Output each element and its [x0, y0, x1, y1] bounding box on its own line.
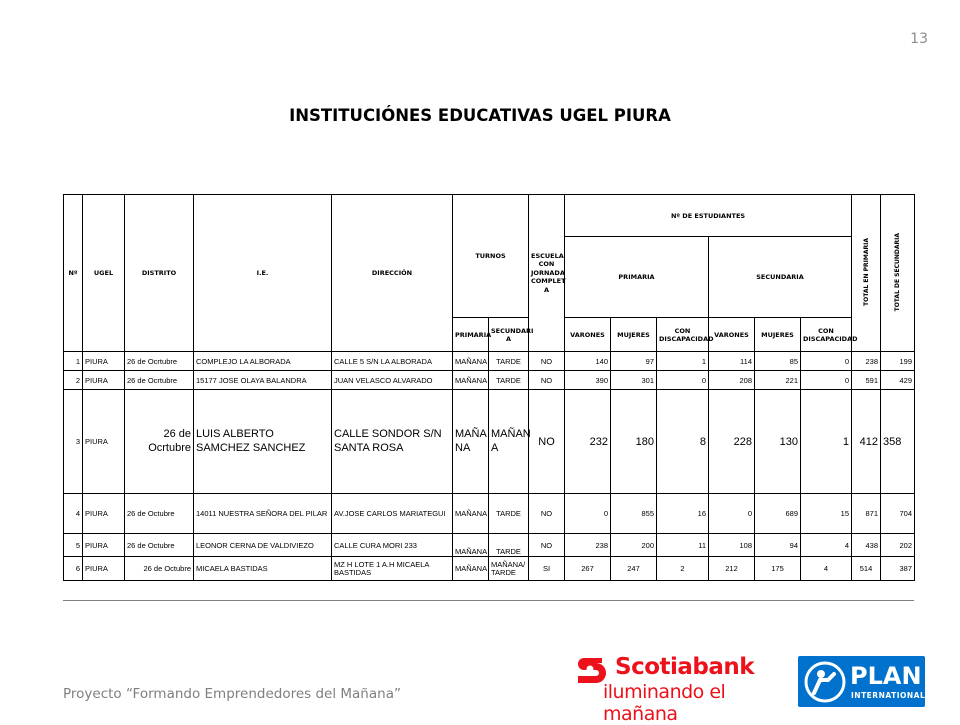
- cell-total-secundaria: 199: [881, 352, 915, 371]
- cell-escuela: SI: [529, 557, 565, 581]
- cell-ie: 14011 NUESTRA SEÑORA DEL PILAR: [194, 494, 332, 534]
- cell-turno-secundaria: TARDE: [489, 371, 529, 390]
- plan-international-logo: [798, 656, 925, 707]
- cell-n: 5: [64, 534, 83, 557]
- header-secundaria-group: SECUNDARIA: [709, 237, 852, 318]
- cell-distrito: 26 de Ocrtubre: [125, 352, 194, 371]
- cell-total-secundaria: 704: [881, 494, 915, 534]
- cell-distrito: 26 de Ocrtubre: [125, 371, 194, 390]
- cell-varones-primaria: 238: [565, 534, 611, 557]
- header-varones-primaria: VARONES: [565, 318, 611, 352]
- cell-varones-primaria: 390: [565, 371, 611, 390]
- cell-ugel: PIURA: [83, 371, 125, 390]
- cell-mujeres-primaria: 180: [611, 390, 657, 494]
- cell-ie: LEONOR CERNA DE VALDIVIEZO: [194, 534, 332, 557]
- cell-discapacidad-primaria: 2: [657, 557, 709, 581]
- cell-escuela: NO: [529, 494, 565, 534]
- table-row: [64, 352, 915, 371]
- cell-discapacidad-secundaria: 0: [801, 371, 852, 390]
- cell-mujeres-primaria: 855: [611, 494, 657, 534]
- scotiabank-logo: [570, 652, 790, 725]
- cell-ugel: PIURA: [83, 352, 125, 371]
- cell-mujeres-primaria: 97: [611, 352, 657, 371]
- header-n: Nº: [64, 195, 83, 352]
- header-turnos: TURNOS: [453, 195, 529, 318]
- cell-turno-primaria: MAÑANA: [453, 352, 489, 371]
- cell-n: 4: [64, 494, 83, 534]
- header-mujeres-primaria: MUJERES: [611, 318, 657, 352]
- table-row: [64, 557, 915, 581]
- cell-distrito: 26 de Octubre: [125, 534, 194, 557]
- cell-direccion: JUAN VELASCO ALVARADO: [332, 371, 453, 390]
- header-distrito: DISTRITO: [125, 195, 194, 352]
- cell-ugel: PIURA: [83, 534, 125, 557]
- header-direccion: DIRECCIÓN: [332, 195, 453, 352]
- cell-direccion: CALLE CURA MORI 233: [332, 534, 453, 557]
- cell-ugel: PIURA: [83, 494, 125, 534]
- cell-discapacidad-primaria: 11: [657, 534, 709, 557]
- header-varones-secundaria: VARONES: [709, 318, 755, 352]
- page-number: 13: [910, 31, 928, 47]
- cell-ie: LUIS ALBERTO SAMCHEZ SANCHEZ: [194, 390, 332, 494]
- header-total-secundaria: TOTAL DE SECUNDARIA: [881, 195, 915, 352]
- cell-discapacidad-primaria: 8: [657, 390, 709, 494]
- cell-varones-primaria: 267: [565, 557, 611, 581]
- cell-turno-primaria: MAÑANA: [453, 371, 489, 390]
- header-turno-primaria: PRIMARIA: [453, 318, 489, 352]
- table-row: [64, 371, 915, 390]
- header-discapacidad-secundaria: CON DISCAPACIDAD: [801, 318, 852, 352]
- cell-turno-secundaria: MAÑAN A: [489, 390, 529, 494]
- cell-varones-secundaria: 0: [709, 494, 755, 534]
- table-row: [64, 534, 915, 557]
- cell-distrito: 26 de Octubre: [125, 494, 194, 534]
- header-total-primaria: TOTAL EN PRIMARIA: [852, 195, 881, 352]
- cell-mujeres-primaria: 301: [611, 371, 657, 390]
- cell-direccion: MZ H LOTE 1 A.H MICAELA BASTIDAS: [332, 557, 453, 581]
- footer-text: Proyecto “Formando Emprendedores del Mañana”: [63, 686, 401, 702]
- header-mujeres-secundaria: MUJERES: [755, 318, 801, 352]
- header-primaria-group: PRIMARIA: [565, 237, 709, 318]
- cell-distrito: 26 de Octubre: [125, 557, 194, 581]
- header-ugel: UGEL: [83, 195, 125, 352]
- cell-ugel: PIURA: [83, 390, 125, 494]
- cell-mujeres-secundaria: 130: [755, 390, 801, 494]
- cell-n: 1: [64, 352, 83, 371]
- table-row: [64, 390, 915, 494]
- cell-discapacidad-secundaria: 4: [801, 557, 852, 581]
- cell-total-primaria: 238: [852, 352, 881, 371]
- cell-varones-primaria: 232: [565, 390, 611, 494]
- header-discapacidad-primaria: CON DISCAPACIDAD: [657, 318, 709, 352]
- cell-escuela: NO: [529, 371, 565, 390]
- cell-total-primaria: 871: [852, 494, 881, 534]
- cell-mujeres-primaria: 200: [611, 534, 657, 557]
- cell-total-primaria: 514: [852, 557, 881, 581]
- footer-divider: [63, 600, 914, 601]
- cell-total-secundaria: 387: [881, 557, 915, 581]
- cell-mujeres-secundaria: 689: [755, 494, 801, 534]
- cell-direccion: CALLE 5 S/N LA ALBORADA: [332, 352, 453, 371]
- cell-n: 2: [64, 371, 83, 390]
- header-escuela-jornada: ESCUELA CON JORNADA COMPLET A: [529, 195, 565, 352]
- cell-mujeres-secundaria: 85: [755, 352, 801, 371]
- cell-ie: MICAELA BASTIDAS: [194, 557, 332, 581]
- cell-turno-primaria: MAÑANA: [453, 557, 489, 581]
- plan-subtitle: INTERNATIONAL: [851, 691, 926, 700]
- cell-escuela: NO: [529, 390, 565, 494]
- header-estudiantes: Nº DE ESTUDIANTES: [565, 195, 852, 237]
- institutions-table: [63, 194, 915, 581]
- cell-turno-secundaria: TARDE: [489, 352, 529, 371]
- cell-turno-primaria: MAÑANA: [453, 534, 489, 557]
- page-title: INSTITUCIÓNES EDUCATIVAS UGEL PIURA: [289, 106, 671, 125]
- cell-total-secundaria: 429: [881, 371, 915, 390]
- cell-escuela: NO: [529, 534, 565, 557]
- cell-total-primaria: 438: [852, 534, 881, 557]
- cell-discapacidad-secundaria: 1: [801, 390, 852, 494]
- cell-turno-secundaria: MAÑANA/ TARDE: [489, 557, 529, 581]
- cell-n: 3: [64, 390, 83, 494]
- cell-mujeres-secundaria: 221: [755, 371, 801, 390]
- cell-total-primaria: 591: [852, 371, 881, 390]
- cell-mujeres-secundaria: 175: [755, 557, 801, 581]
- cell-discapacidad-primaria: 0: [657, 371, 709, 390]
- cell-mujeres-primaria: 247: [611, 557, 657, 581]
- cell-direccion: CALLE SONDOR S/N SANTA ROSA: [332, 390, 453, 494]
- cell-varones-secundaria: 212: [709, 557, 755, 581]
- cell-varones-primaria: 140: [565, 352, 611, 371]
- cell-direccion: AV.JOSE CARLOS MARIATEGUI: [332, 494, 453, 534]
- cell-varones-primaria: 0: [565, 494, 611, 534]
- cell-total-secundaria: 358: [881, 390, 915, 494]
- cell-ie: 15177 JOSE OLAYA BALANDRA: [194, 371, 332, 390]
- cell-escuela: NO: [529, 352, 565, 371]
- cell-turno-secundaria: TARDE: [489, 494, 529, 534]
- cell-total-primaria: 412: [852, 390, 881, 494]
- plan-figure-icon: [804, 661, 846, 703]
- cell-varones-secundaria: 228: [709, 390, 755, 494]
- scotiabank-name: Scotiabank: [615, 654, 755, 680]
- cell-turno-primaria: MAÑANA: [453, 494, 489, 534]
- cell-varones-secundaria: 114: [709, 352, 755, 371]
- cell-ie: COMPLEJO LA ALBORADA: [194, 352, 332, 371]
- cell-total-secundaria: 202: [881, 534, 915, 557]
- cell-varones-secundaria: 108: [709, 534, 755, 557]
- table-row: [64, 494, 915, 534]
- cell-discapacidad-primaria: 1: [657, 352, 709, 371]
- header-turno-secundaria: SECUNDARI A: [489, 318, 529, 352]
- cell-ugel: PIURA: [83, 557, 125, 581]
- cell-turno-secundaria: TARDE: [489, 534, 529, 557]
- cell-n: 6: [64, 557, 83, 581]
- cell-varones-secundaria: 208: [709, 371, 755, 390]
- plan-name: PLAN: [850, 662, 922, 690]
- scotiabank-tagline: iluminando el mañana: [603, 681, 726, 725]
- cell-turno-primaria: MAÑA NA: [453, 390, 489, 494]
- cell-discapacidad-secundaria: 15: [801, 494, 852, 534]
- cell-discapacidad-secundaria: 0: [801, 352, 852, 371]
- cell-discapacidad-primaria: 16: [657, 494, 709, 534]
- header-ie: I.E.: [194, 195, 332, 352]
- cell-discapacidad-secundaria: 4: [801, 534, 852, 557]
- cell-distrito: 26 de Ocrtubre: [125, 390, 194, 494]
- cell-mujeres-secundaria: 94: [755, 534, 801, 557]
